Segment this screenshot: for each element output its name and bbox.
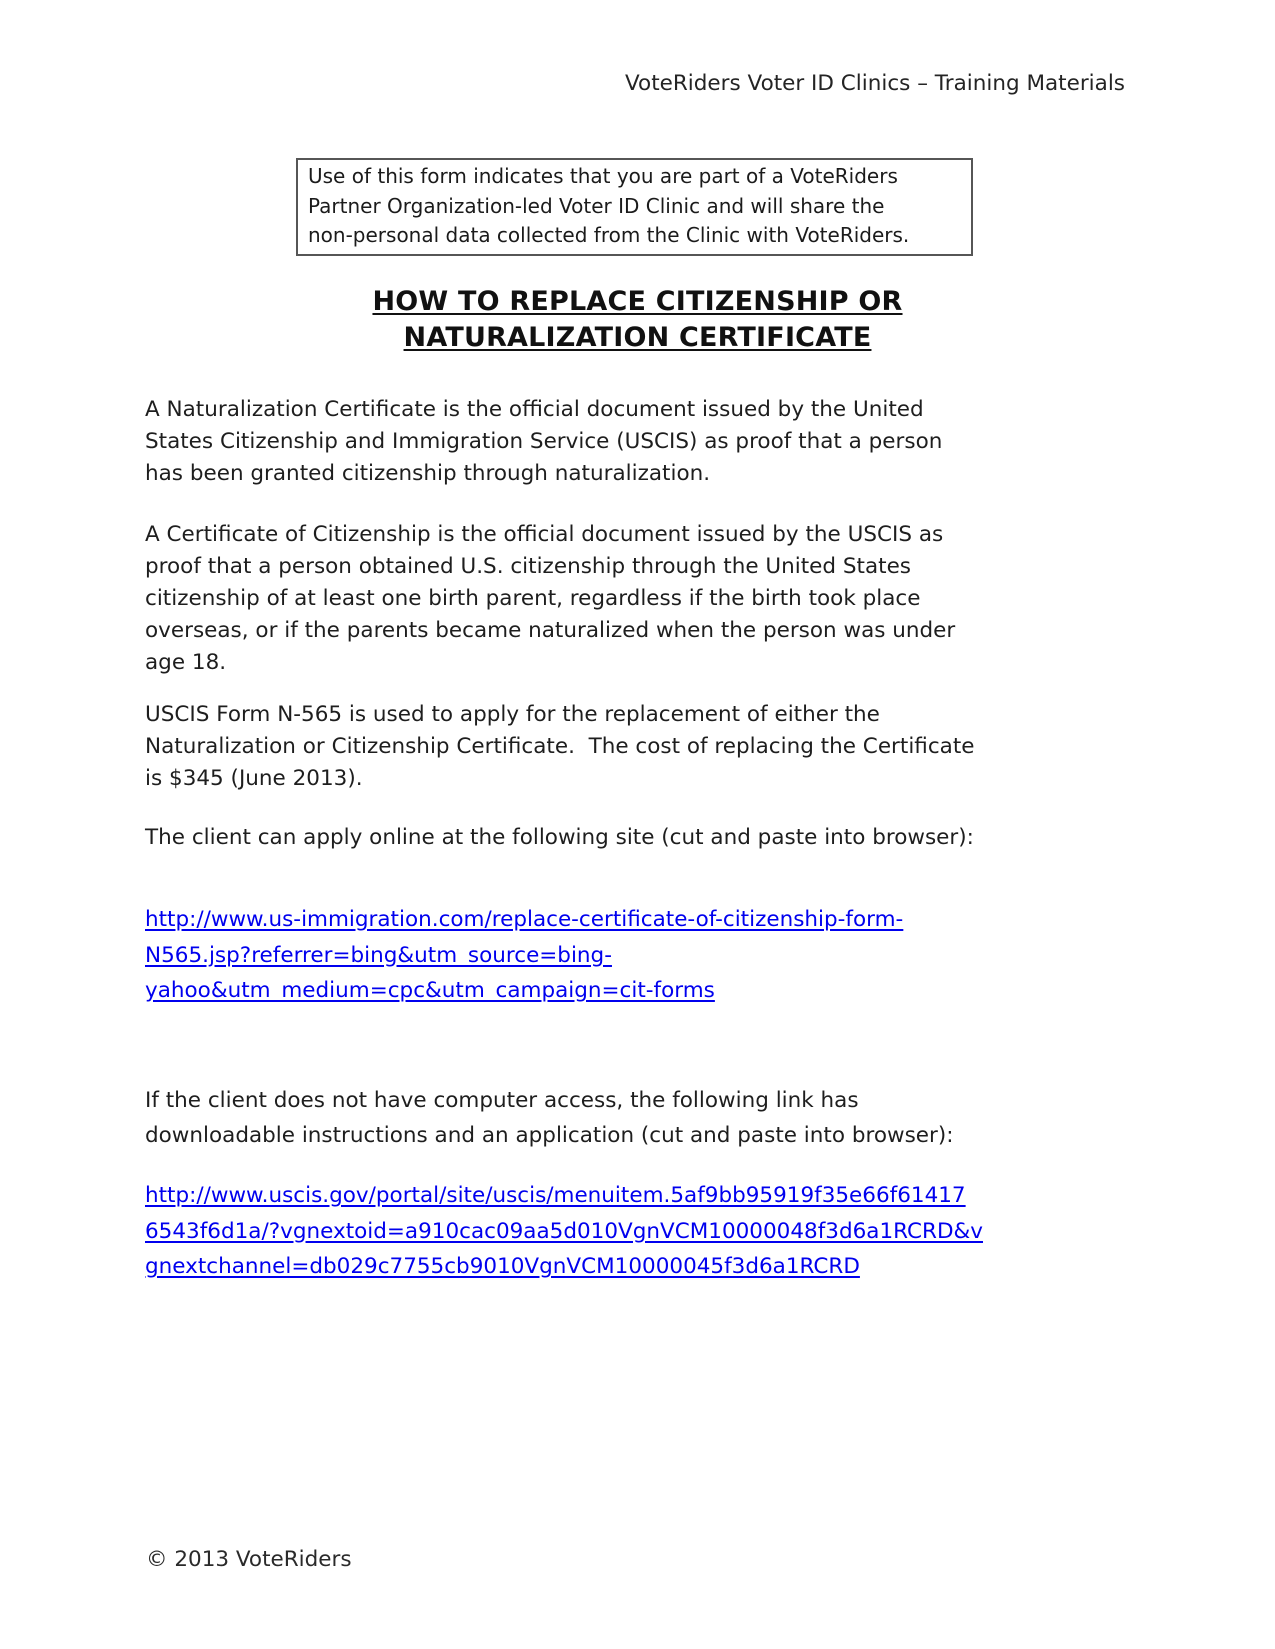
uscis-portal-link[interactable]: http://www.uscis.gov/portal/site/uscis/menuitem.5af9bb95919f35e66f61417 6543f6d1a/?vgnextoid=a910cac09aa5d010VgnVCM10000048f3d6a1RCRD&v gnextchannel=db029c7755cb9010VgnVCM10000045f3d6a1RCRD — [145, 1183, 983, 1279]
paragraph-naturalization-definition: A Naturalization Certificate is the official document issued by the United States Citizenship and Immigration Service (USCIS) as proof that a person has been granted citizenship through naturalization. — [145, 397, 943, 486]
paragraph-apply-online: The client can apply online at the following site (cut and paste into browser): — [145, 825, 974, 850]
notice-box — [296, 158, 973, 256]
paragraph-form-n565-cost: USCIS Form N-565 is used to apply for the replacement of either the Naturalization or Citizenship Certificate. The cost of replacing the Certificate is $345 (June 2013). — [145, 702, 975, 791]
paragraph-no-computer-access: If the client does not have computer access, the following link has downloadable instructions and an application (cut and paste into browser): — [145, 1088, 954, 1148]
paragraph-citizenship-definition: A Certificate of Citizenship is the official document issued by the USCIS as proof that a person obtained U.S. citizenship through the United States citizenship of at least one birth parent, regardless if the birth took place overseas, or if the parents became naturalized when the person was under age 18. — [145, 522, 956, 675]
copyright-footer: © 2013 VoteRiders — [146, 1547, 352, 1572]
us-immigration-replacement-link[interactable]: http://www.us-immigration.com/replace-certificate-of-citizenship-form- N565.jsp?referrer=bing&utm_source=bing- yahoo&utm_medium=cpc&utm_campaign=cit-forms — [145, 907, 904, 1003]
document-header: VoteRiders Voter ID Clinics – Training Materials — [625, 71, 1125, 96]
page-title: HOW TO REPLACE CITIZENSHIP OR NATURALIZATION CERTIFICATE — [372, 286, 903, 353]
notice-text: Use of this form indicates that you are part of a VoteRiders Partner Organization-led Voter ID Clinic and will share the non-personal data collected from the Clinic with VoteRiders. — [308, 164, 910, 247]
